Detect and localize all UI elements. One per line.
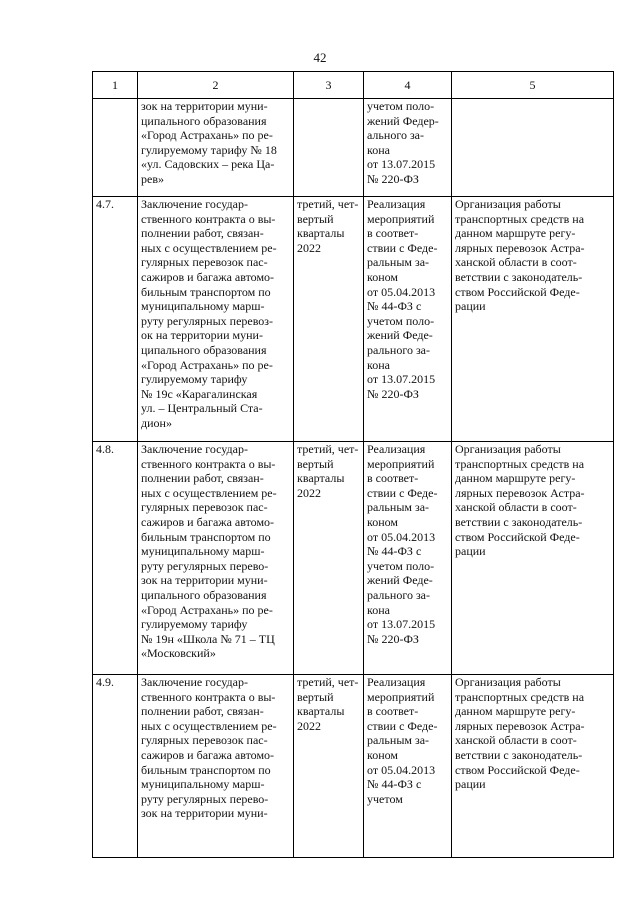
text-line: ханской области в соот-	[455, 500, 577, 515]
text-line: коном	[367, 514, 399, 529]
text-line: от 13.07.2015	[367, 157, 436, 172]
item-deadline	[294, 442, 364, 675]
header-row	[93, 72, 614, 99]
text-line: № 44-ФЗ с	[367, 777, 422, 792]
item-deadline	[294, 99, 364, 197]
text-line: муниципальному марш-	[141, 299, 265, 314]
text-line: кварталы	[297, 226, 345, 241]
text-line: муниципальному марш-	[141, 777, 265, 792]
text-line: «ул. Садовских – река Ца-	[141, 157, 275, 172]
text-line: Организация работы	[455, 442, 561, 456]
item-deadline	[294, 675, 364, 858]
text-line: ных с осуществлением ре-	[141, 240, 277, 255]
text-line: ветствии с законодатель-	[455, 514, 583, 529]
item-deadline	[294, 197, 364, 442]
text-line: 2022	[297, 718, 321, 733]
text-line: № 44-ФЗ с	[367, 299, 422, 314]
text-line: гулируемому тарифу	[141, 617, 248, 632]
text-line: полнении работ, связан-	[141, 704, 264, 719]
item-number	[93, 99, 138, 197]
text-line: Заключение государ-	[141, 442, 248, 456]
table-row	[93, 197, 614, 442]
text-line: коном	[367, 747, 399, 762]
item-implementation	[364, 197, 452, 442]
text-line: транспортных средств на	[455, 689, 585, 704]
column-header-4: 4	[364, 72, 452, 99]
text-line: ципального образования	[141, 342, 267, 357]
text-line: гулируемому тарифу № 18	[141, 142, 277, 157]
item-result	[452, 99, 614, 197]
text-line: от 13.07.2015	[367, 617, 436, 632]
text-line: руту регулярных перево-	[141, 791, 269, 806]
text-line: бильным транспортом по	[141, 762, 271, 777]
column-header-3: 3	[294, 72, 364, 99]
text-line: сажиров и багажа автомо-	[141, 747, 275, 762]
text-line: ральным за-	[367, 255, 430, 270]
item-implementation	[364, 99, 452, 197]
text-line: руту регулярных перевоз-	[141, 313, 274, 328]
text-line: учетом	[367, 791, 403, 806]
text-line: ок на территории муни-	[141, 328, 263, 343]
text-line: мероприятий	[367, 689, 435, 704]
document-table	[92, 71, 614, 858]
text-line: вертый	[297, 456, 334, 471]
text-line: ствии с Феде-	[367, 718, 438, 733]
text-line: кварталы	[297, 704, 345, 719]
text-line: № 220-ФЗ	[367, 631, 419, 646]
column-header-1: 1	[93, 72, 138, 99]
text-line: № 220-ФЗ	[367, 171, 419, 186]
text-line: жений Феде-	[367, 328, 433, 343]
item-implementation	[364, 442, 452, 675]
text-line: ных с осуществлением ре-	[141, 718, 277, 733]
text-line: транспортных средств на	[455, 456, 585, 471]
table-row	[93, 99, 614, 197]
item-description	[138, 99, 294, 197]
text-line: ханской области в соот-	[455, 255, 577, 270]
item-description	[138, 197, 294, 442]
text-line: муниципальному марш-	[141, 544, 265, 559]
text-line: от 05.04.2013	[367, 529, 436, 544]
text-line: рального за-	[367, 587, 430, 602]
text-line: «Московский»	[141, 646, 216, 661]
column-header-2: 2	[138, 72, 294, 99]
text-line: Организация работы	[455, 197, 561, 211]
text-line: данном маршруте регу-	[455, 471, 576, 486]
text-line: коном	[367, 269, 399, 284]
text-line: ральным за-	[367, 500, 430, 515]
text-line: учетом поло-	[367, 99, 435, 113]
text-line: рации	[455, 544, 486, 559]
text-line: в соответ-	[367, 704, 419, 719]
text-line: от 05.04.2013	[367, 762, 436, 777]
text-line: бильным транспортом по	[141, 284, 271, 299]
text-line: Реализация	[367, 675, 426, 689]
text-line: «Город Астрахань» по ре-	[141, 357, 273, 372]
text-line: зок на территории муни-	[141, 573, 268, 588]
text-line: Заключение государ-	[141, 675, 248, 689]
text-line: лярных перевозок Астра-	[455, 485, 585, 500]
text-line: кварталы	[297, 471, 345, 486]
text-line: от 13.07.2015	[367, 372, 436, 387]
text-line: лярных перевозок Астра-	[455, 718, 585, 733]
text-line: гулярных перевозок пас-	[141, 500, 268, 515]
text-line: третий, чет-	[297, 442, 359, 456]
text-line: сажиров и багажа автомо-	[141, 269, 275, 284]
page-number: 42	[313, 50, 327, 65]
text-line: третий, чет-	[297, 197, 359, 211]
text-line: ством Российской Феде-	[455, 529, 580, 544]
table-row	[93, 442, 614, 675]
item-implementation	[364, 675, 452, 858]
text-line: учетом поло-	[367, 313, 435, 328]
text-line: Заключение государ-	[141, 197, 248, 211]
item-number: 4.8.	[93, 442, 138, 675]
text-line: рации	[455, 299, 486, 314]
text-line: «Город Астрахань» по ре-	[141, 602, 273, 617]
text-line: № 19с «Карагалинская	[141, 386, 258, 401]
text-line: № 44-ФЗ с	[367, 544, 422, 559]
text-line: ципального образования	[141, 587, 267, 602]
item-result	[452, 197, 614, 442]
text-line: ул. – Центральный Ста-	[141, 401, 263, 416]
text-line: гулируемому тарифу	[141, 372, 248, 387]
text-line: ствии с Феде-	[367, 485, 438, 500]
text-line: вертый	[297, 211, 334, 226]
text-line: ципального образования	[141, 113, 267, 128]
text-line: 2022	[297, 485, 321, 500]
text-line: рального за-	[367, 342, 430, 357]
item-result	[452, 442, 614, 675]
text-line: данном маршруте регу-	[455, 704, 576, 719]
text-line: ством Российской Феде-	[455, 762, 580, 777]
text-line: рации	[455, 777, 486, 792]
text-line: полнении работ, связан-	[141, 226, 264, 241]
text-line: от 05.04.2013	[367, 284, 436, 299]
text-line: вертый	[297, 689, 334, 704]
item-description	[138, 442, 294, 675]
item-description	[138, 675, 294, 858]
column-header-5: 5	[452, 72, 614, 99]
text-line: мероприятий	[367, 211, 435, 226]
text-line: третий, чет-	[297, 675, 359, 689]
text-line: мероприятий	[367, 456, 435, 471]
text-line: жений Феде-	[367, 573, 433, 588]
text-line: зок на территории муни-	[141, 99, 268, 113]
text-line: ствии с Феде-	[367, 240, 438, 255]
text-line: зок на территории муни-	[141, 806, 268, 821]
text-line: гулярных перевозок пас-	[141, 733, 268, 748]
text-line: ственного контракта о вы-	[141, 456, 276, 471]
text-line: 2022	[297, 240, 321, 255]
text-line: Реализация	[367, 197, 426, 211]
text-line: кона	[367, 357, 390, 372]
text-line: кона	[367, 602, 390, 617]
text-line: учетом поло-	[367, 558, 435, 573]
text-line: гулярных перевозок пас-	[141, 255, 268, 270]
text-line: № 19н «Школа № 71 – ТЦ	[141, 631, 275, 646]
text-line: ных с осуществлением ре-	[141, 485, 277, 500]
text-line: Организация работы	[455, 675, 561, 689]
text-line: сажиров и багажа автомо-	[141, 514, 275, 529]
text-line: ветствии с законодатель-	[455, 269, 583, 284]
text-line: ральным за-	[367, 733, 430, 748]
text-line: рев»	[141, 171, 164, 186]
text-line: ханской области в соот-	[455, 733, 577, 748]
item-number: 4.9.	[93, 675, 138, 858]
text-line: ветствии с законодатель-	[455, 747, 583, 762]
text-line: полнении работ, связан-	[141, 471, 264, 486]
text-line: ственного контракта о вы-	[141, 211, 276, 226]
text-line: ственного контракта о вы-	[141, 689, 276, 704]
table-row	[93, 675, 614, 858]
text-line: дион»	[141, 415, 172, 430]
text-line: ством Российской Феде-	[455, 284, 580, 299]
text-line: в соответ-	[367, 226, 419, 241]
text-line: в соответ-	[367, 471, 419, 486]
text-line: данном маршруте регу-	[455, 226, 576, 241]
text-line: жений Федер-	[367, 113, 439, 128]
text-line: «Город Астрахань» по ре-	[141, 128, 273, 143]
item-number: 4.7.	[93, 197, 138, 442]
text-line: кона	[367, 142, 390, 157]
text-line: лярных перевозок Астра-	[455, 240, 585, 255]
text-line: ального за-	[367, 128, 424, 143]
text-line: Реализация	[367, 442, 426, 456]
item-result	[452, 675, 614, 858]
text-line: № 220-ФЗ	[367, 386, 419, 401]
text-line: бильным транспортом по	[141, 529, 271, 544]
text-line: транспортных средств на	[455, 211, 585, 226]
text-line: руту регулярных перево-	[141, 558, 269, 573]
